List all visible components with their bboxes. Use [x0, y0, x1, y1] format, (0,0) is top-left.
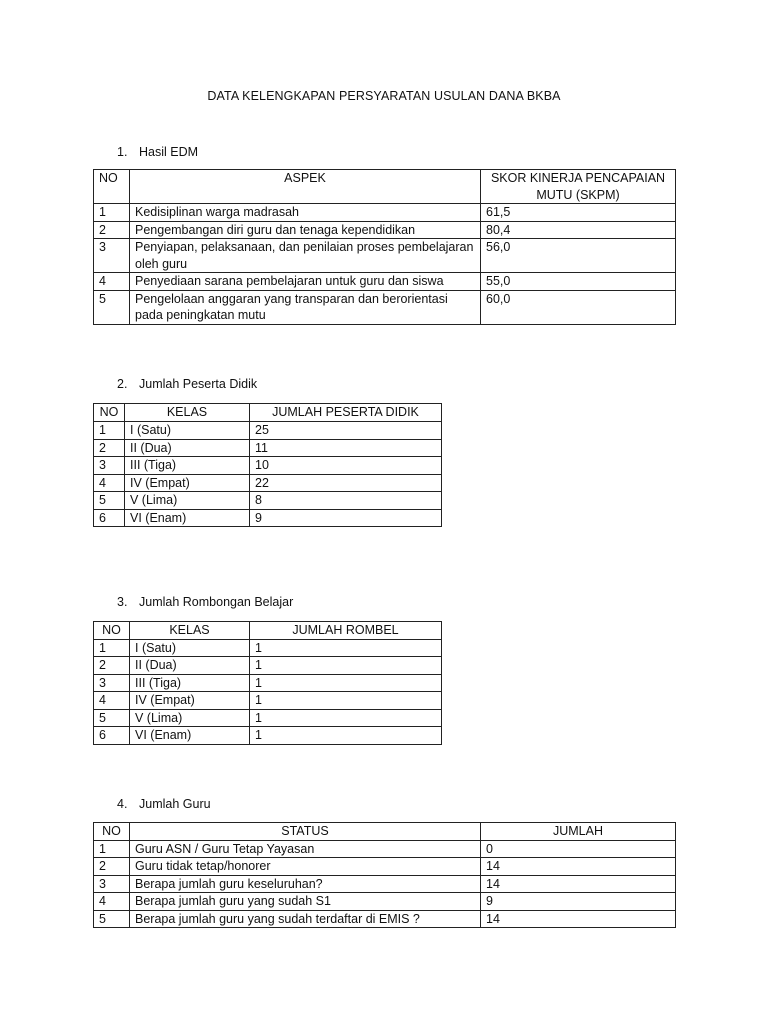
table-row — [94, 692, 442, 710]
col-header-jumlah: JUMLAH — [481, 823, 676, 841]
cell-jumlah: 1 — [250, 692, 442, 710]
cell-kelas: III (Tiga) — [125, 457, 250, 475]
section-title: Jumlah Rombongan Belajar — [139, 595, 294, 609]
cell-kelas: VI (Enam) — [130, 727, 250, 745]
cell-skor: 61,5 — [481, 204, 676, 222]
cell-aspek: Penyediaan sarana pembelajaran untuk guru dan siswa — [130, 273, 481, 291]
table-row — [94, 639, 442, 657]
col-header-jumlah-rombel: JUMLAH ROMBEL — [250, 622, 442, 640]
cell-kelas: I (Satu) — [130, 639, 250, 657]
cell-jumlah: 9 — [250, 509, 442, 527]
col-header-no: NO — [94, 404, 125, 422]
cell-kelas: IV (Empat) — [125, 474, 250, 492]
table-header-row — [94, 404, 442, 422]
col-header-kelas: KELAS — [125, 404, 250, 422]
cell-jumlah: 22 — [250, 474, 442, 492]
cell-jumlah: 0 — [481, 840, 676, 858]
cell-jumlah: 8 — [250, 492, 442, 510]
table-row — [94, 709, 442, 727]
jumlah-rombel-table — [93, 621, 442, 745]
table-row — [94, 858, 676, 876]
section-number: 2. — [117, 377, 128, 391]
cell-no: 1 — [94, 840, 130, 858]
col-header-no: NO — [94, 170, 130, 204]
cell-jumlah: 1 — [250, 674, 442, 692]
cell-jumlah: 11 — [250, 439, 442, 457]
cell-no: 3 — [94, 457, 125, 475]
section-title: Hasil EDM — [139, 145, 199, 159]
cell-kelas: V (Lima) — [125, 492, 250, 510]
col-header-aspek: ASPEK — [130, 170, 481, 204]
cell-no: 5 — [94, 290, 130, 324]
cell-no: 4 — [94, 273, 130, 291]
col-header-no: NO — [94, 622, 130, 640]
section-number: 3. — [117, 595, 128, 609]
table-row — [94, 657, 442, 675]
cell-skor: 55,0 — [481, 273, 676, 291]
cell-jumlah: 9 — [481, 893, 676, 911]
table-row — [94, 875, 676, 893]
cell-aspek: Kedisiplinan warga madrasah — [130, 204, 481, 222]
cell-no: 1 — [94, 639, 130, 657]
section-heading-jumlah-peserta-didik — [117, 377, 257, 391]
table-row — [94, 239, 676, 273]
page-title: DATA KELENGKAPAN PERSYARATAN USULAN DANA BKBA — [207, 89, 561, 103]
cell-status: Berapa jumlah guru yang sudah terdaftar di EMIS ? — [130, 910, 481, 928]
col-header-status: STATUS — [130, 823, 481, 841]
cell-skor: 80,4 — [481, 221, 676, 239]
table-row — [94, 509, 442, 527]
cell-jumlah: 14 — [481, 875, 676, 893]
cell-jumlah: 1 — [250, 727, 442, 745]
table-header-row — [94, 823, 676, 841]
cell-no: 4 — [94, 474, 125, 492]
table-row — [94, 439, 442, 457]
cell-kelas: III (Tiga) — [130, 674, 250, 692]
cell-no: 2 — [94, 221, 130, 239]
table-row — [94, 674, 442, 692]
cell-kelas: V (Lima) — [130, 709, 250, 727]
cell-no: 2 — [94, 439, 125, 457]
cell-skor: 56,0 — [481, 239, 676, 273]
cell-no: 5 — [94, 709, 130, 727]
table-row — [94, 474, 442, 492]
table-row — [94, 893, 676, 911]
cell-no: 4 — [94, 692, 130, 710]
section-number: 1. — [117, 145, 128, 159]
cell-no: 3 — [94, 875, 130, 893]
section-title: Jumlah Peserta Didik — [139, 377, 258, 391]
col-header-skpm: SKOR KINERJA PENCAPAIAN MUTU (SKPM) — [481, 170, 676, 204]
cell-status: Berapa jumlah guru yang sudah S1 — [130, 893, 481, 911]
cell-aspek: Pengelolaan anggaran yang transparan dan berorientasi pada peningkatan mutu — [130, 290, 481, 324]
cell-jumlah: 1 — [250, 709, 442, 727]
cell-no: 3 — [94, 239, 130, 273]
table-row — [94, 422, 442, 440]
table-row — [94, 840, 676, 858]
section-title: Jumlah Guru — [139, 797, 211, 811]
cell-kelas: IV (Empat) — [130, 692, 250, 710]
table-row — [94, 457, 442, 475]
table-row — [94, 492, 442, 510]
table-row — [94, 910, 676, 928]
cell-no: 5 — [94, 492, 125, 510]
col-header-jumlah-peserta-didik: JUMLAH PESERTA DIDIK — [250, 404, 442, 422]
cell-no: 3 — [94, 674, 130, 692]
cell-no: 2 — [94, 657, 130, 675]
section-heading-hasil-edm — [117, 145, 198, 159]
cell-kelas: II (Dua) — [125, 439, 250, 457]
table-row — [94, 221, 676, 239]
jumlah-peserta-didik-table — [93, 403, 442, 527]
cell-jumlah: 10 — [250, 457, 442, 475]
table-row — [94, 290, 676, 324]
cell-skor: 60,0 — [481, 290, 676, 324]
table-row — [94, 204, 676, 222]
cell-kelas: VI (Enam) — [125, 509, 250, 527]
hasil-edm-table — [93, 169, 676, 325]
cell-kelas: II (Dua) — [130, 657, 250, 675]
cell-jumlah: 25 — [250, 422, 442, 440]
cell-status: Guru ASN / Guru Tetap Yayasan — [130, 840, 481, 858]
table-header-row — [94, 622, 442, 640]
col-header-kelas: KELAS — [130, 622, 250, 640]
table-row — [94, 727, 442, 745]
cell-no: 5 — [94, 910, 130, 928]
jumlah-guru-table — [93, 822, 676, 928]
section-heading-jumlah-rombongan-belajar — [117, 595, 293, 609]
cell-no: 6 — [94, 727, 130, 745]
cell-aspek: Penyiapan, pelaksanaan, dan penilaian proses pembelajaran oleh guru — [130, 239, 481, 273]
section-number: 4. — [117, 797, 128, 811]
section-heading-jumlah-guru — [117, 797, 211, 811]
cell-jumlah: 14 — [481, 858, 676, 876]
cell-no: 6 — [94, 509, 125, 527]
cell-no: 1 — [94, 204, 130, 222]
col-header-no: NO — [94, 823, 130, 841]
cell-status: Berapa jumlah guru keseluruhan? — [130, 875, 481, 893]
cell-jumlah: 1 — [250, 639, 442, 657]
cell-jumlah: 14 — [481, 910, 676, 928]
cell-status: Guru tidak tetap/honorer — [130, 858, 481, 876]
cell-no: 1 — [94, 422, 125, 440]
table-row — [94, 273, 676, 291]
cell-no: 2 — [94, 858, 130, 876]
cell-no: 4 — [94, 893, 130, 911]
cell-aspek: Pengembangan diri guru dan tenaga kependidikan — [130, 221, 481, 239]
cell-kelas: I (Satu) — [125, 422, 250, 440]
cell-jumlah: 1 — [250, 657, 442, 675]
table-header-row — [94, 170, 676, 204]
